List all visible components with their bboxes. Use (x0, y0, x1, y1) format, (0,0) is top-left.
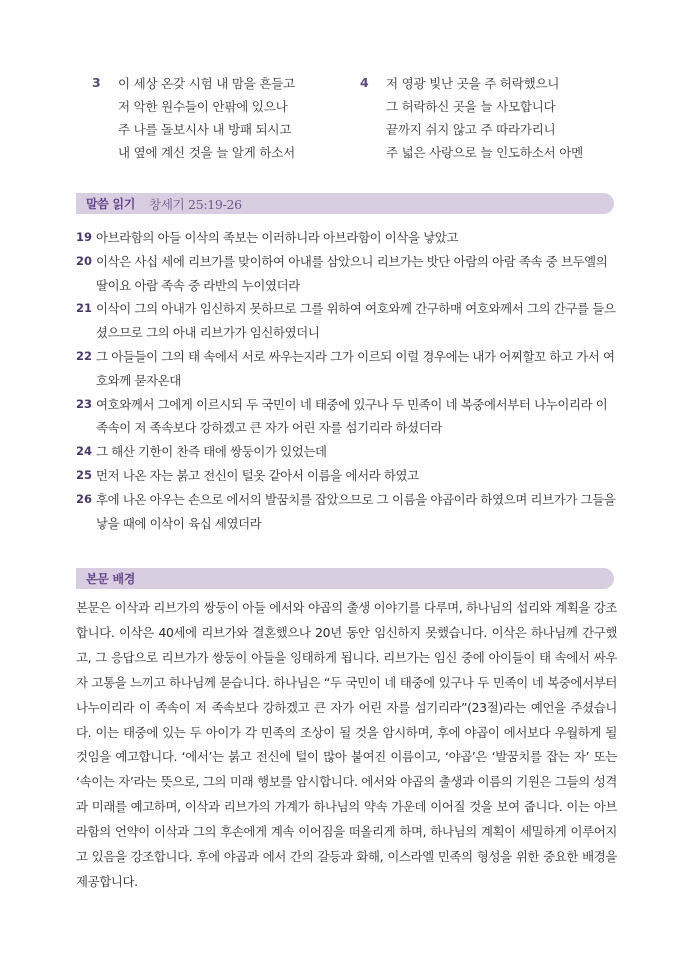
verse-text: 이삭이 그의 아내가 임신하지 못하므로 그를 위하여 여호와께 간구하매 여호와께서 그의 간구를 들으셨으므로 그의 아내 리브가가 임신하였더니 (96, 301, 616, 341)
verse (76, 250, 616, 298)
verse-number: 26 (76, 491, 93, 506)
verse-text: 후에 나온 아우는 손으로 에서의 발꿈치를 잡았으므로 그 이름을 야곱이라 하였으며 리브가가 그들을 낳을 때에 이삭이 육십 세였더라 (96, 491, 616, 531)
stanza-number: 4 (360, 75, 369, 90)
stanza-line: 끝까지 쉬지 않고 주 따라가리니 (386, 122, 556, 137)
hymn-lyrics (92, 72, 612, 162)
verse (76, 440, 616, 464)
stanza-line: 내 옆에 계신 것을 늘 알게 하소서 (118, 145, 296, 160)
stanza-line: 이 세상 온갖 시험 내 맘을 흔들고 (118, 76, 296, 91)
background-paragraph: 본문은 이삭과 리브가의 쌍둥이 아들 에서와 야곱의 출생 이야기를 다루며, 하나님의 섭리와 계획을 강조합니다. 이삭은 40세에 리브가와 결혼했으나 20년 동안 임신하지 못했습니다. 이삭은 하나님께 간구했고, 그 응답으로 리브가가 쌍둥이 아들을 잉태하게 됩니다. 리브가는 임신 중에 아이들이 태 속에서 싸우자 고통을 느끼고 하나님께 묻습니다. 하나님은 “두 국민이 네 태중에 있구나 두 민족이 네 복중에서부터 나누이리라 이 족속이 저 족속보다 강하겠고 큰 자가 어린 자를 섬기리라”(23절)라는 예언을 주셨습니다. 이는 태중에 있는 두 아이가 각 민족의 조상이 될 것을 암시하며, 후에 야곱이 에서보다 우월하게 될 것임을 예고합니다. ‘에서’는 붉고 전신에 털이 많아 붙여진 이름이고, ‘야곱’은 ‘발꿈치를 잡는 자’ 또는 ‘속이는 자’라는 뜻으로, 그의 미래 행보를 암시합니다. 에서와 야곱의 출생과 이름의 기원은 그들의 성격과 미래를 예고하며, 이삭과 리브가의 가계가 하나님의 약속 가운데 이어질 것을 보여 줍니다. 이는 아브라함의 언약이 이삭과 그의 후손에게 계속 이어짐을 떠올리게 하며, 하나님의 계획이 세밀하게 이루어지고 있음을 강조합니다. 후에 야곱과 에서 간의 갈등과 화해, 이스라엘 민족의 형성을 위한 중요한 배경을 제공합니다. (76, 600, 617, 889)
verse-number: 21 (76, 301, 93, 316)
scripture-reading-header (76, 193, 614, 214)
verse-text: 먼저 나온 자는 붉고 전신이 털옷 같아서 이름을 에서라 하였고 (96, 467, 419, 483)
verse-text: 이삭은 사십 세에 리브가를 맞이하여 아내를 삼았으니 리브가는 밧단 아람의 아람 족속 중 브두엘의 딸이요 아람 족속 중 라반의 누이였더라 (96, 253, 608, 293)
verse (76, 464, 616, 488)
stanza-line: 주 나를 돌보시사 내 방패 되시고 (118, 122, 292, 137)
verse (76, 345, 616, 393)
verse-number: 23 (76, 396, 93, 411)
verse-text: 여호와께서 그에게 이르시되 두 국민이 네 태중에 있구나 두 민족이 네 복중에서부터 나누이리라 이 족속이 저 족속보다 강하겠고 큰 자가 어린 자를 섬기리라 하셨더라 (96, 396, 608, 436)
section-label: 말씀 읽기 (86, 197, 136, 211)
verse-text: 그 아들들이 그의 태 속에서 서로 싸우는지라 그가 이르되 이럴 경우에는 내가 어찌할꼬 하고 가서 여호와께 묻자온대 (96, 348, 615, 388)
background-header (76, 568, 614, 589)
verse (76, 393, 616, 441)
verse-text: 아브라함의 아들 이삭의 족보는 이러하니라 아브라함이 이삭을 낳았고 (96, 230, 459, 245)
stanza-number: 3 (92, 75, 101, 90)
verse (76, 488, 616, 536)
verse-number: 25 (76, 467, 93, 482)
verse-text: 그 해산 기한이 찬즉 태에 쌍둥이가 있었는데 (96, 444, 327, 460)
verse-number: 24 (76, 444, 93, 459)
verse-number: 19 (76, 230, 93, 244)
scripture-reference: 창세기 25:19-26 (149, 196, 242, 212)
section-label: 본문 배경 (86, 572, 136, 586)
stanza-line: 그 허락하신 곳을 늘 사모합니다 (386, 99, 556, 114)
stanza-line: 저 악한 원수들이 안팎에 있으나 (118, 99, 288, 114)
stanza-line: 저 영광 빛난 곳을 주 허락했으니 (386, 76, 560, 91)
verse (76, 226, 616, 250)
verse-number: 22 (76, 348, 93, 363)
scripture-passage (76, 226, 616, 535)
verse-number: 20 (76, 253, 93, 268)
verse (76, 297, 616, 345)
stanza-line: 주 넓은 사랑으로 늘 인도하소서 아멘 (386, 145, 583, 160)
